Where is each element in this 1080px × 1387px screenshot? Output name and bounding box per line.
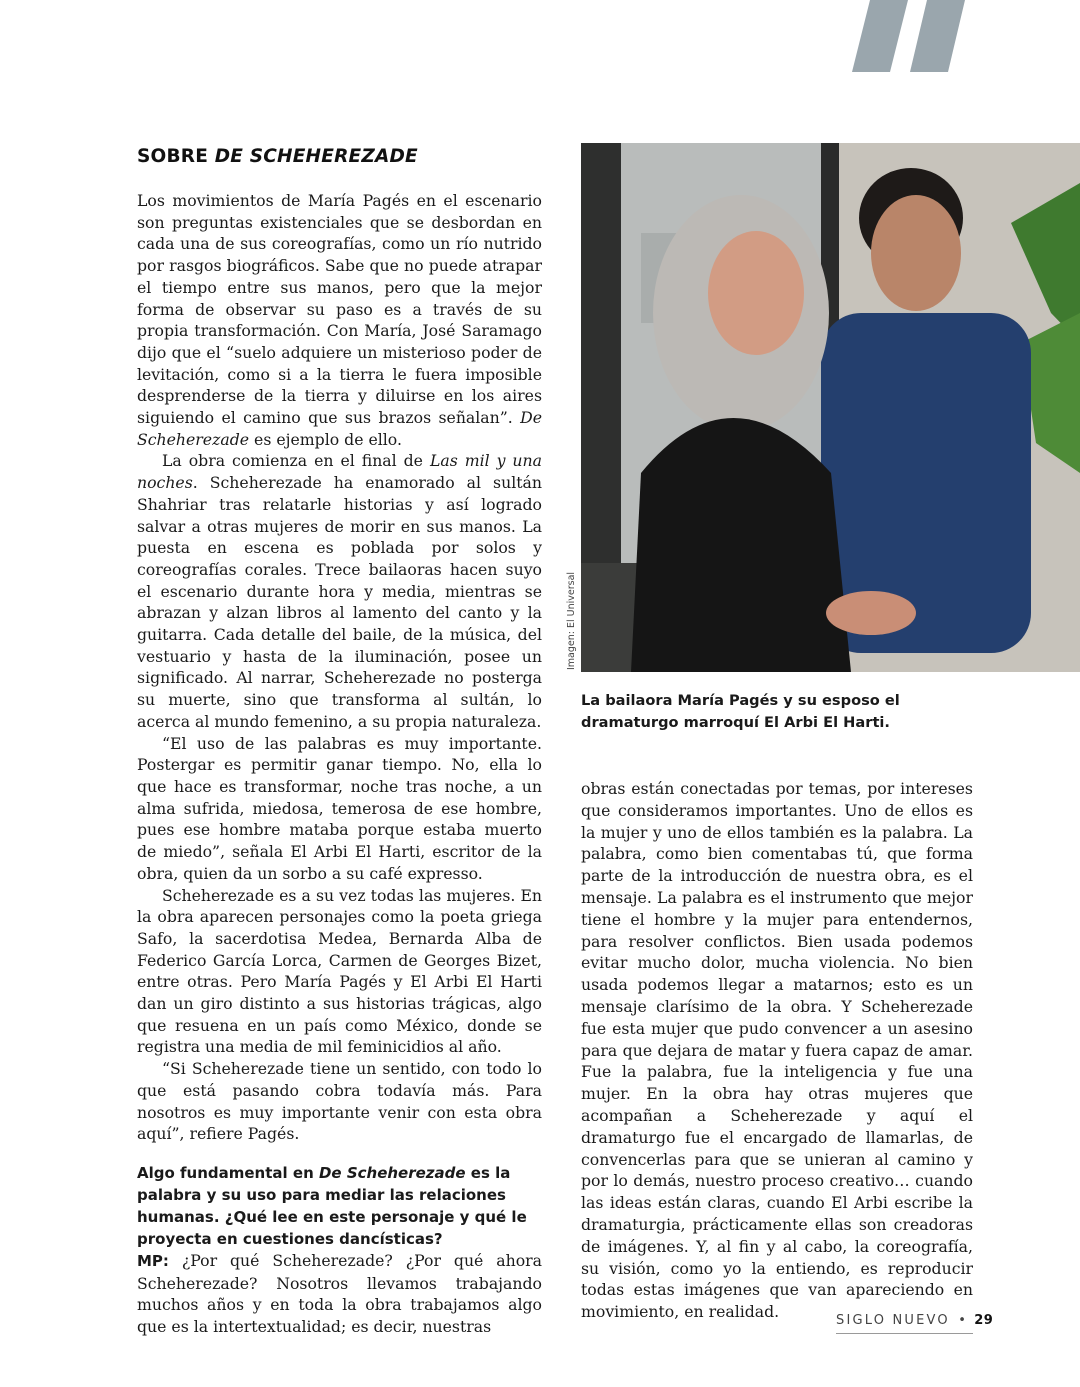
quote-mark-decoration	[850, 0, 980, 80]
photo-credit: Imagen: El Universal	[566, 571, 577, 670]
article-photo	[581, 143, 1080, 672]
paragraph-1: Los movimientos de María Pagés en el escenario son preguntas existenciales que se desbordan en cada una de sus coreografías, como un río nutrido por rasgos biográficos. Sabe que no puede atrapar el tiempo entre sus manos, pero que la mejor forma de observar su paso es a través de su propia transformación. Con María, José Saramago dijo que el “suelo adquiere un misterioso poder de levitación, como si a la tierra le fuera imposible desprenderse de la tierra y diluirse en los aires siguiendo el camino que sus brazos señalan”. De Scheherezade es ejemplo de ello.	[137, 191, 542, 449]
paragraph-5: “Si Scheherezade tiene un sentido, con todo lo que está pasando cobra todavía más. Para nosotros es muy importante venir con esta obra aquí”, refiere Pagés.	[137, 1059, 542, 1144]
footer-separator: •	[958, 1313, 966, 1328]
interview-question: Algo fundamental en De Scheherezade es la palabra y su uso para mediar las relaciones humanas. ¿Qué lee en este personaje y qué le proyecta en cuestiones dancísticas?	[137, 1163, 527, 1248]
photo-illustration	[581, 143, 1080, 672]
section-heading: SOBRE DE SCHEHEREZADE	[137, 146, 418, 167]
paragraph-3: “El uso de las palabras es muy importante. Postergar es permitir ganar tiempo. No, ella lo que hace es transformar, noche tras noche, a un alma sufrida, miedosa, temerosa de ese hombre, pues ese hombre mataba porque estaba muerto de miedo”, señala El Arbi El Harti, escritor de la obra, quien da un sorbo a su café expresso.	[137, 733, 542, 883]
article-left-column	[137, 190, 542, 1338]
paragraph-4: Scheherezade es a su vez todas las mujeres. En la obra aparecen personajes como la poeta griega Safo, la sacerdotisa Medea, Bernarda Alba de Federico García Lorca, Carmen de Georges Bizet, entre otras. Pero María Pagés y El Arbi El Harti dan un giro distinto a sus historias trágicas, algo que resuena en un país como México, donde se registra una media de mil feminicidios al año.	[137, 885, 542, 1057]
paragraph-2: La obra comienza en el final de Las mil y una noches. Scheherezade ha enamorado al sultán Shahriar tras relatarle historias y así logrado salvar a otras mujeres de morir en sus manos. La puesta en escena es poblada por solos y coreografías corales. Trece bailaoras hacen suyo el escenario durante hora y media, mientras se abrazan y alzan libros al lamento del canto y la guitarra. Cada detalle del baile, de la música, del vestuario y hasta de la iluminación, posee un significado. Al narrar, Scheherezade no posterga su muerte, sino que transforma al sultán, lo acerca al mundo femenino, a su propia naturaleza.	[137, 451, 542, 731]
article-right-column: obras están conectadas por temas, por intereses que consideramos importantes. Uno de ellos es la mujer y uno de ellos también es la palabra. La palabra, como bien comentabas tú, que forma parte de la introducción de nuestra obra, es el mensaje. La palabra es el instrumento que mejor tiene el hombre y la mujer para entendernos, para resolver conflictos. Bien usada podemos evitar mucho dolor, mucha violencia. No bien usada podemos llegar a matarnos; esto es un mensaje clarísimo de la obra. Y Scheherezade fue esta mujer que pudo convencer a un asesino para que dejara de matar y fuera capaz de amar. Fue la palabra, fue la inteligencia y fue una mujer. En la obra hay otras mujeres que acompañan a Scheherezade y aquí el dramaturgo fue el encargado de llamarlas, de convencerlas para que se unieran al camino y por lo demás, nuestro proceso creativo… cuando las ideas están claras, cuando El Arbi escribe la dramaturgia, prácticamente ellas son creadoras de imágenes. Y, al fin y al cabo, la coreografía, su visión, como yo la entiendo, es reproducir todas estas imágenes que van apareciendo en movimiento, en realidad.	[581, 779, 973, 1322]
answer-speaker-label: MP:	[137, 1251, 169, 1270]
interview-answer: MP: ¿Por qué Scheherezade? ¿Por qué ahora Scheherezade? Nosotros llevamos trabajando muchos años y en toda la obra trabajamos algo que es la intertextualidad; es decir, nuestras	[137, 1250, 542, 1337]
magazine-name: SIGLO NUEVO	[836, 1313, 950, 1328]
photo-caption: La bailaora María Pagés y su esposo el dramaturgo marroquí El Arbi El Harti.	[581, 692, 900, 731]
page-footer	[836, 1313, 994, 1334]
page-number: 29	[974, 1313, 994, 1328]
